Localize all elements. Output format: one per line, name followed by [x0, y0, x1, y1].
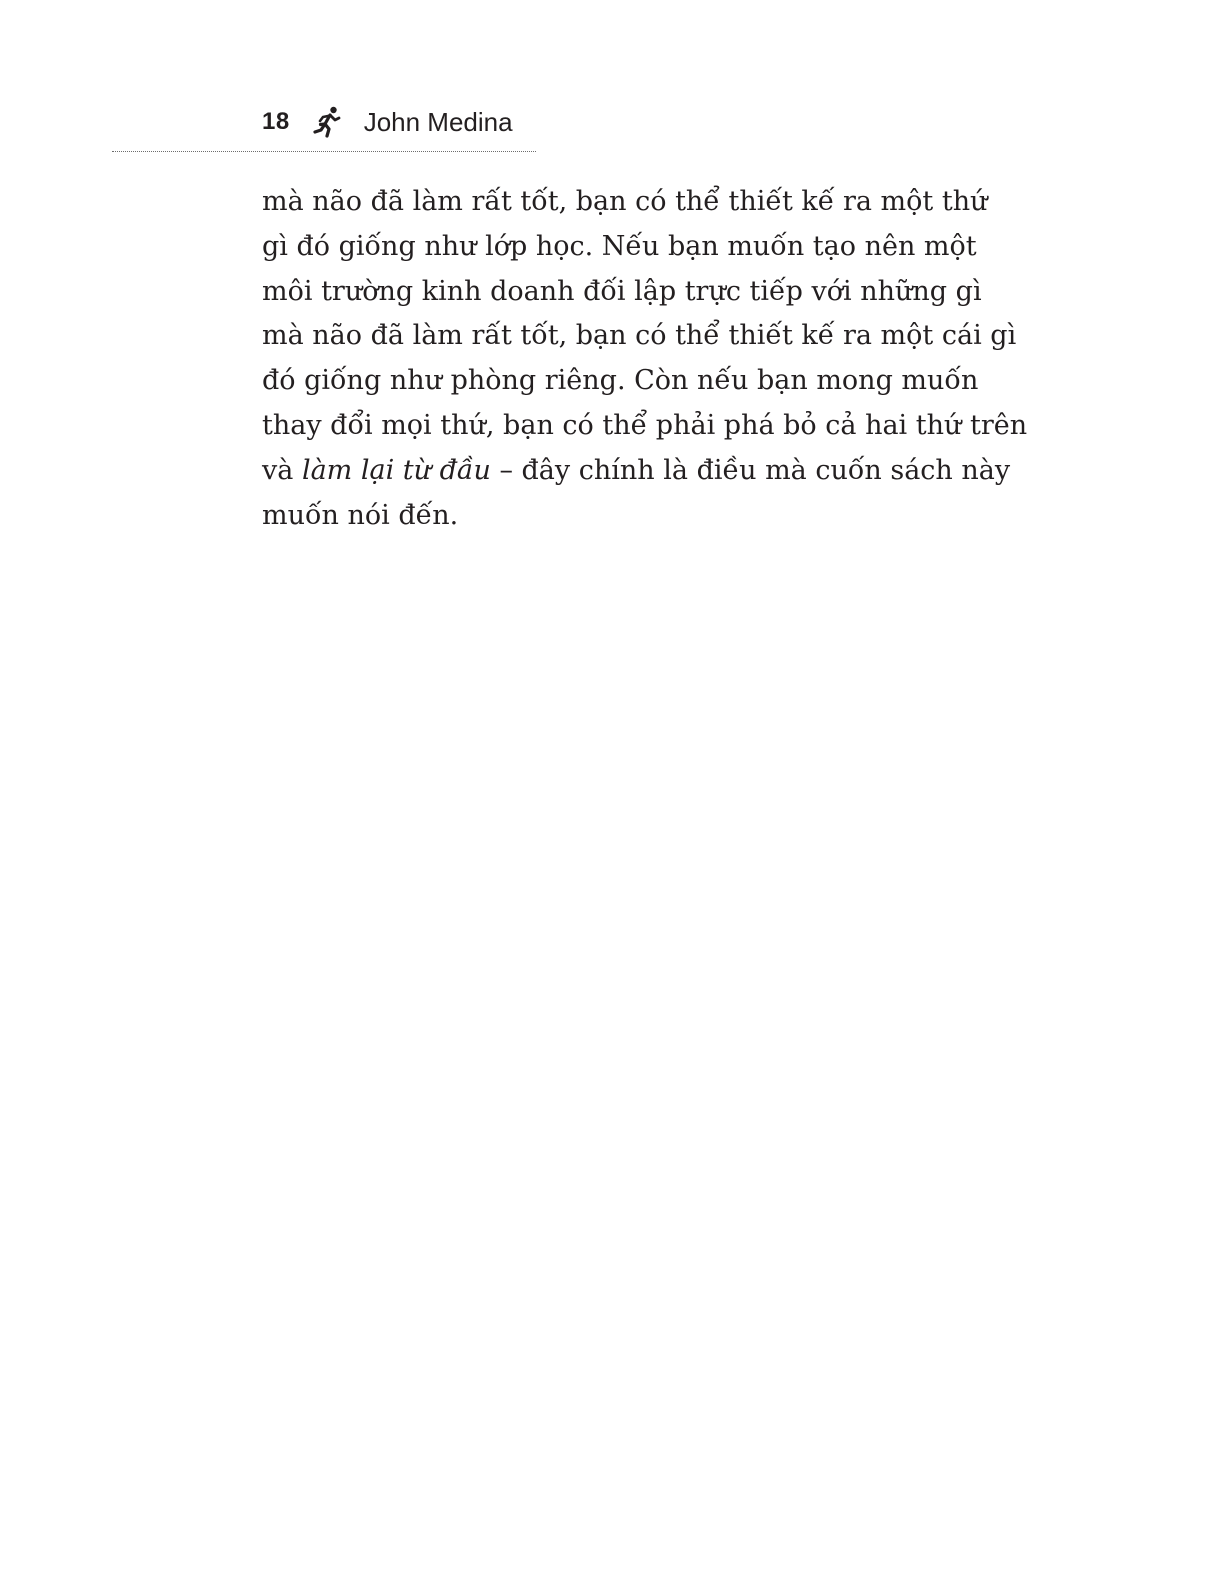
body-paragraph: [262, 180, 1028, 538]
body-text-segment: – đây chính là điều mà cuốn sách này: [490, 454, 1011, 486]
author-name: John Medina: [363, 106, 513, 137]
runner-icon: [312, 106, 342, 138]
body-line: đó giống như phòng riêng. Còn nếu bạn mong muốn: [262, 365, 979, 397]
body-line-last: muốn nói đến.: [262, 499, 459, 531]
body-line: mà não đã làm rất tốt, bạn có thể thiết kế ra một cái gì: [262, 320, 1017, 352]
body-line: gì đó giống như lớp học. Nếu bạn muốn tạo nên một: [262, 230, 977, 262]
body-line: môi trường kinh doanh đối lập trực tiếp với những gì: [262, 275, 982, 307]
page-number: 18: [262, 108, 290, 135]
body-line: thay đổi mọi thứ, bạn có thể phải phá bỏ cả hai thứ trên: [262, 409, 1028, 441]
body-line: mà não đã làm rất tốt, bạn có thể thiết kế ra một thứ: [262, 186, 988, 217]
header-dotted-rule: [112, 151, 536, 152]
running-head: [262, 104, 513, 140]
body-text-segment: và: [262, 454, 302, 486]
body-line: [262, 449, 1011, 494]
italic-phrase: làm lại từ đầu: [301, 454, 491, 486]
